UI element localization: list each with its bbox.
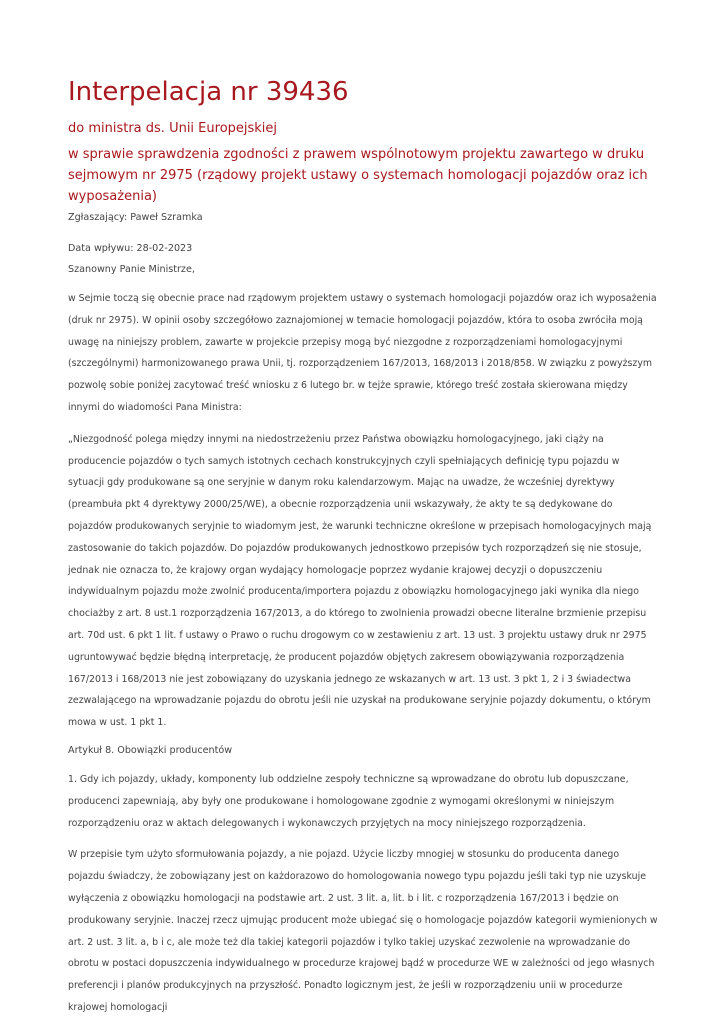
paragraph-intro: w Sejmie toczą się obecnie prace nad rządowym projektem ustawy o systemach homologacji pojazdów oraz ich wyposażenia (druk nr 2975). W opinii osoby szczegółowo zaznajomionej w temacie homologacji pojazdów, która to osoba zwróciła moją uwagę na niniejszy problem, zawarte w projekcie przepisy mogą być niezgodne z rozporządzeniami homologacyjnymi (szczególnymi) harmonizowanego prawa Unii, tj. rozporządzeniem 167/2013, 168/2013 i 2018/858. W związku z powyższym pozwolę sobie poniżej zacytować treść wniosku z 6 lutego br. w tejże sprawie, którego treść została skierowana między innymi do wiadomości Pana Ministra: <box>68 293 657 413</box>
submitter-line: Zgłaszający: Paweł Szramka <box>68 212 203 223</box>
document-title: Interpelacja nr 39436 <box>68 77 349 107</box>
paragraph-article-text: 1. Gdy ich pojazdy, układy, komponenty lub oddzielne zespoły techniczne są wprowadzane do obrotu lub dopuszczane, producenci zapewniają, aby były one produkowane i homologowane zgodnie z wymogami określonymi w niniejszym rozporządzeniu oraz w aktach delegowanych i wykonawczych przyjętych na mocy niniejszego rozporządzenia. <box>68 773 629 829</box>
date-line: Data wpływu: 28-02-2023 <box>68 243 193 254</box>
paragraph-commentary: W przepisie tym użyto sformułowania pojazdy, a nie pojazd. Użycie liczby mnogiej w stosunku do producenta danego pojazdu świadczy, że zobowiązany jest on każdorazowo do homologowania nowego typu pojazdu jeśli taki typ nie uzyskuje wyłączenia z obowiązku homologacji na podstawie art. 2 ust. 3 lit. a, lit. b i lit. c rozporządzenia 167/2013 i będzie on produkowany seryjnie. Inaczej rzecz ujmując producent może ubiegać się o homologacje pojazdów kategorii wymienionych w art. 2 ust. 3 lit. a, b i c, ale może też dla takiej kategorii pojazdów i tylko takiej uzyskać zezwolenie na wprowadzanie do obrotu w postaci dopuszczenia indywidualnego w procedurze krajowej bądź w procedurze WE w zależności od jego własnych preferencji i planów produkcyjnych na przyszłość. Ponadto logicznym jest, że jeśli w rozporządzeniu unii w procedurze krajowej homologacji <box>68 849 658 1013</box>
greeting-line: Szanowny Panie Ministrze, <box>68 264 195 275</box>
document-page <box>68 76 658 1029</box>
article-title: Artykuł 8. Obowiązki producentów <box>68 744 233 756</box>
recipient-line: do ministra ds. Unii Europejskiej <box>68 121 278 136</box>
subject-line: w sprawie sprawdzenia zgodności z prawem wspólnotowym projektu zawartego w druku sejmowym nr 2975 (rządowy projekt ustawy o systemach homologacji pojazdów oraz ich wyposażenia) <box>68 147 648 204</box>
paragraph-quote: „Niezgodność polega między innymi na niedostrzeżeniu przez Państwa obowiązku homologacyjnego, jaki ciąży na producencie pojazdów o tych samych istotnych cechach konstrukcyjnych czyli spełniających definicję typu pojazdu w sytuacji gdy produkowane są one seryjnie w danym roku kalendarzowym. Mając na uwadze, że wcześniej dyrektywy (preambuła pkt 4 dyrektywy 2000/25/WE), a obecnie rozporządzenia unii wskazywały, że akty te są dedykowane do pojazdów produkowanych seryjnie to wiadomym jest, że warunki techniczne określone w przepisach homologacyjnych mają zastosowanie do takich pojazdów. Do pojazdów produkowanych jednostkowo przepisów tych rozporządzeń się nie stosuje, jednak nie oznacza to, że krajowy organ wydający homologacje poprzez wydanie krajowej decyzji o dopuszczeniu indywidualnym pojazdu może zwolnić producenta/importera pojazdu z obowiązku homologacyjnego jaki wynika dla niego chociażby z art. 8 ust.1 rozporządzenia 167/2013, a do którego to zwolnienia prowadzi obecne literalne brzmienie przepisu art. 70d ust. 6 pkt 1 lit. f ustawy o Prawo o ruchu drogowym co w zestawieniu z art. 13 ust. 3 projektu ustawy druk nr 2975 ugruntowywać będzie błędną interpretację, że producent pojazdów objętych zakresem obowiązywania rozporządzenia 167/2013 i 168/2013 nie jest zobowiązany do uzyskania jednego ze wskazanych w art. 13 ust. 3 pkt 1, 2 i 3 świadectwa zezwalającego na wprowadzanie pojazdu do obrotu jeśli nie uzyskał na produkowane seryjnie pojazdy dokumentu, o którym mowa w ust. 1 pkt 1. <box>68 433 652 729</box>
